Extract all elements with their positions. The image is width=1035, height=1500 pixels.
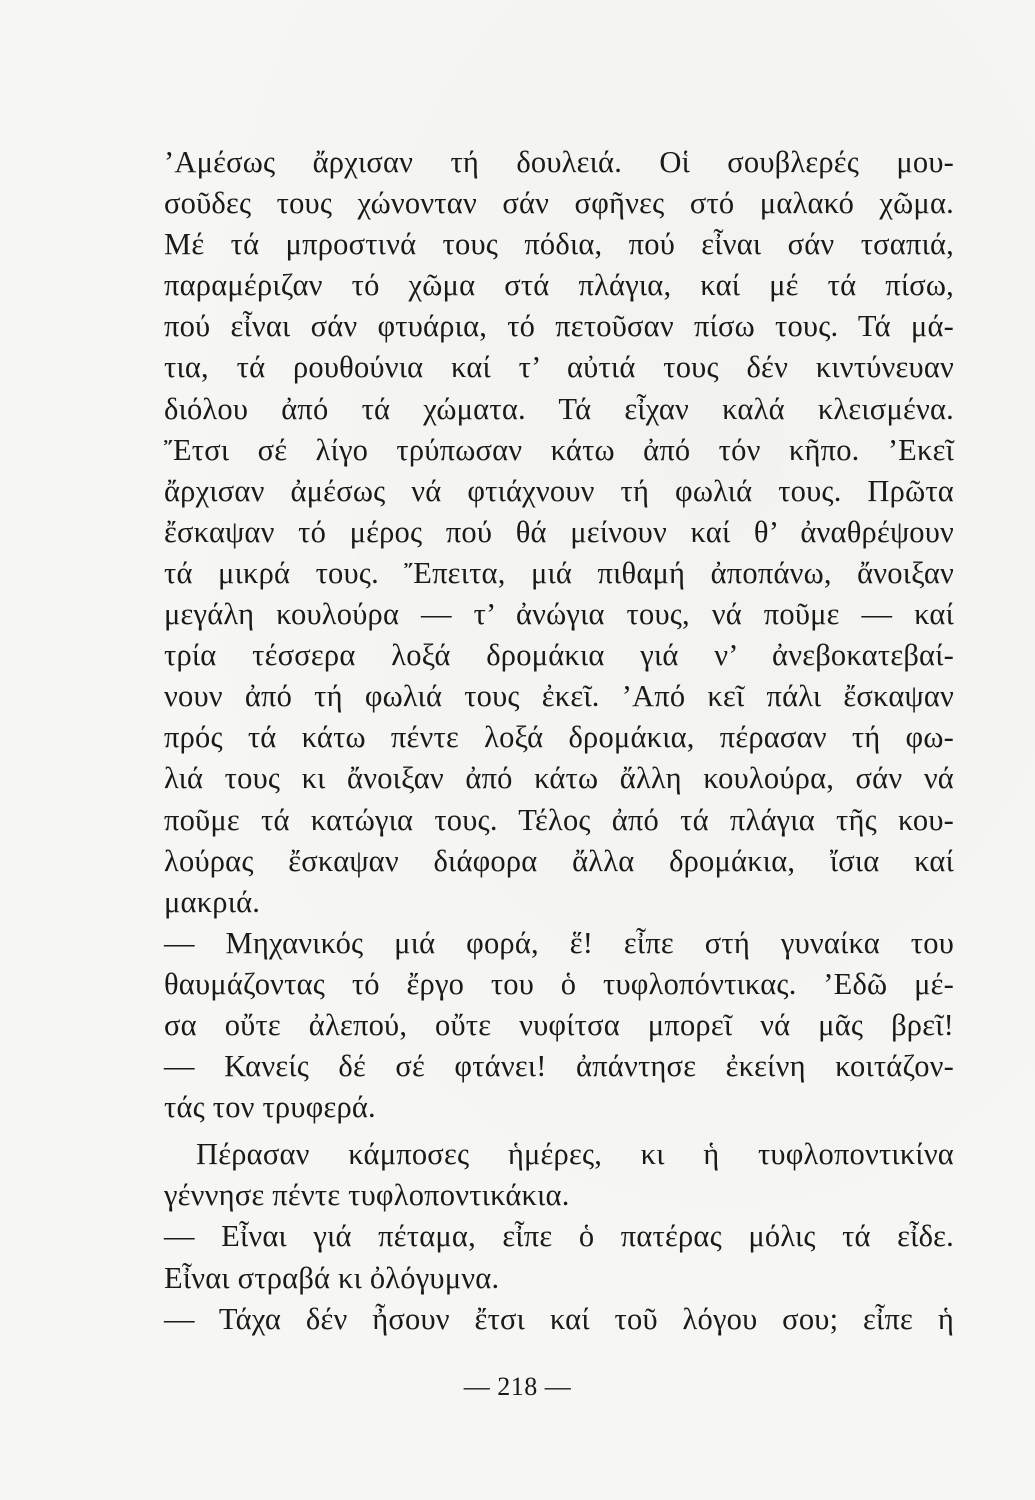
page-number: — 218 —	[463, 1372, 572, 1401]
text-line-26: γέννησε πέντε τυφλοποντικάκια.	[164, 1178, 570, 1213]
text-line-24: τάς τον τρυφερά.	[164, 1090, 376, 1125]
text-line-7: διόλου ἀπό τά χώματα. Τά εἶχαν καλά κλεισμένα.	[164, 391, 954, 426]
text-line-9: ἄρχισαν ἀμέσως νά φτιάχνουν τή φωλιά τους. Πρῶτα	[164, 473, 954, 508]
text-line-10: ἔσκαψαν τό μέρος πού θά μείνουν καί θ’ ἀναθρέψουν	[164, 514, 954, 549]
text-line-28: Εἶναι στραβά κι ὀλόγυμνα.	[164, 1260, 500, 1295]
text-line-20: — Μηχανικός μιά φορά, ἕ! εἶπε στή γυναίκα του	[164, 925, 954, 960]
body-text	[164, 142, 954, 1340]
text-line-4: παραμέριζαν τό χῶμα στά πλάγια, καί μέ τά πίσω,	[164, 268, 954, 303]
text-line-29: — Τάχα δέν ἦσουν ἔτσι καί τοῦ λόγου σου; εἶπε ἡ	[164, 1301, 954, 1336]
text-line-1: ’Αμέσως ἄρχισαν τή δουλειά. Οἱ σουβλερές μου-	[164, 145, 954, 179]
text-line-18: λούρας ἔσκαψαν διάφορα ἄλλα δρομάκια, ἴσια καί	[164, 843, 954, 878]
text-line-15: πρός τά κάτω πέντε λοξά δρομάκια, πέρασαν τή φω-	[164, 720, 954, 755]
text-line-22: σα οὔτε ἀλεπού, οὔτε νυφίτσα μπορεῖ νά μᾶς βρεῖ!	[164, 1007, 954, 1042]
text-line-17: ποῦμε τά κατώγια τους. Τέλος ἀπό τά πλάγια τῆς κου-	[164, 802, 954, 837]
text-line-14: νουν ἀπό τή φωλιά τους ἐκεῖ. ’Από κεῖ πάλι ἔσκαψαν	[164, 679, 954, 714]
text-line-16: λιά τους κι ἄνοιξαν ἀπό κάτω ἄλλη κουλούρα, σάν νά	[164, 761, 954, 796]
text-line-23: — Κανείς δέ σέ φτάνει! ἀπάντησε ἐκείνη κοιτάζον-	[164, 1049, 954, 1084]
text-line-13: τρία τέσσερα λοξά δρομάκια γιά ν’ ἀνεβοκατεβαί-	[164, 638, 954, 673]
text-line-8: Ἔτσι σέ λίγο τρύπωσαν κάτω ἀπό τόν κῆπο. ’Εκεῖ	[164, 432, 954, 467]
text-line-5: πού εἶναι σάν φτυάρια, τό πετοῦσαν πίσω τους. Τά μά-	[164, 309, 954, 344]
text-line-12: μεγάλη κουλούρα — τ’ ἀνώγια τους, νά ποῦμε — καί	[164, 597, 954, 632]
text-line-27: — Εἶναι γιά πέταμα, εἶπε ὁ πατέρας μόλις τά εἶδε.	[164, 1219, 954, 1254]
text-line-19: μακριά.	[164, 884, 261, 919]
text-line-2: σοῦδες τους χώνονταν σάν σφῆνες στό μαλακό χῶμα.	[164, 186, 954, 221]
text-line-21: θαυμάζοντας τό ἔργο του ὁ τυφλοπόντικας. ’Εδῶ μέ-	[164, 966, 954, 1001]
text-line-6: τια, τά ρουθούνια καί τ’ αὐτιά τους δέν κιντύνευαν	[164, 350, 954, 385]
text-line-3: Μέ τά μπροστινά τους πόδια, πού εἶναι σάν τσαπιά,	[164, 227, 954, 262]
text-line-25: Πέρασαν κάμποσες ἡμέρες, κι ἡ τυφλοποντικίνα	[196, 1137, 954, 1172]
text-line-11: τά μικρά τους. Ἔπειτα, μιά πιθαμή ἀποπάνω, ἄνοιξαν	[164, 555, 954, 590]
